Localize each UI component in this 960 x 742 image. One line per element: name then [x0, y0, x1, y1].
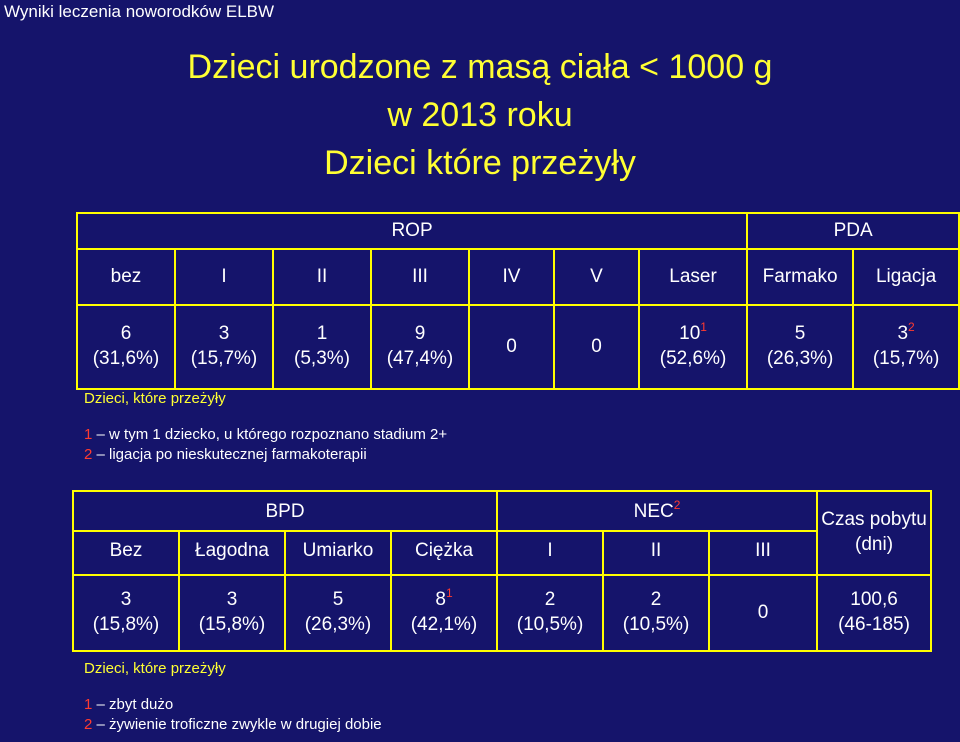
- data-cell: [554, 305, 639, 389]
- cell-percent: (26,3%): [304, 614, 372, 635]
- cell-percent: (15,8%): [198, 614, 266, 635]
- column-header: Laser: [639, 249, 747, 305]
- footnote-2: [84, 716, 382, 733]
- rop-group-header: ROP: [77, 213, 747, 249]
- cell-count: 0: [591, 335, 602, 357]
- footnote-marker: 2: [908, 320, 915, 335]
- data-cell: [273, 305, 371, 389]
- stay-header: Czas pobytu (dni): [817, 491, 931, 575]
- stay-cell: [817, 575, 931, 651]
- column-header: Umiarko: [285, 531, 391, 575]
- data-cell: [747, 305, 853, 389]
- footnote-text: – ligacja po nieskutecznej farmakoterapii: [92, 446, 367, 463]
- footnote-number: 2: [84, 446, 93, 463]
- footnote-2: [84, 446, 367, 463]
- cell-count: 10: [679, 323, 701, 345]
- stay-value: 100,6: [850, 589, 898, 611]
- cell-percent: (10,5%): [516, 614, 584, 635]
- cell-percent: (26,3%): [766, 348, 834, 369]
- column-header: II: [273, 249, 371, 305]
- cell-count: 0: [506, 335, 517, 357]
- rop-pda-table: [76, 212, 960, 390]
- cell-percent: (5,3%): [294, 348, 350, 369]
- column-header: I: [497, 531, 603, 575]
- data-cell: [391, 575, 497, 651]
- cell-count: 3: [226, 589, 238, 611]
- bpd-nec-table: [72, 490, 932, 652]
- data-cell: [469, 305, 554, 389]
- footnote-text: – zbyt dużo: [92, 696, 174, 713]
- column-header: Farmako: [747, 249, 853, 305]
- cell-count: 8: [435, 589, 446, 611]
- column-header: II: [603, 531, 709, 575]
- data-cell: [77, 305, 175, 389]
- footnote-marker: 1: [700, 320, 707, 335]
- title-line-2: w 2013 roku: [387, 96, 573, 134]
- cell-count: 2: [544, 589, 556, 611]
- data-cell: [497, 575, 603, 651]
- cell-percent: (31,6%): [92, 348, 160, 369]
- data-cell: [175, 305, 273, 389]
- cell-percent: (15,7%): [872, 348, 940, 369]
- footnote-number: 1: [84, 696, 93, 713]
- title-line-1: Dzieci urodzone z masą ciała < 1000 g: [187, 48, 773, 86]
- title-line-3: Dzieci które przeżyły: [324, 144, 636, 182]
- cell-count: 3: [120, 589, 132, 611]
- cell-count: 6: [120, 323, 132, 345]
- cell-count: 9: [414, 323, 426, 345]
- column-header: V: [554, 249, 639, 305]
- footnote-text: – w tym 1 dziecko, u którego rozpoznano stadium 2+: [92, 426, 448, 443]
- data-cell: [73, 575, 179, 651]
- cell-count: 5: [794, 323, 806, 345]
- data-cell: [853, 305, 959, 389]
- footnote-number: 2: [84, 716, 93, 733]
- footnote-marker: 2: [673, 498, 681, 512]
- cell-count: 3: [897, 323, 909, 345]
- column-header: Ligacja: [853, 249, 959, 305]
- footnote-text: – żywienie troficzne zwykle w drugiej dobie: [92, 716, 382, 733]
- cell-percent: (47,4%): [386, 348, 454, 369]
- column-header: III: [709, 531, 817, 575]
- cell-percent: (52,6%): [659, 348, 727, 369]
- footnote-1: [84, 426, 447, 443]
- cell-count: 2: [650, 589, 662, 611]
- cell-count: 3: [218, 323, 230, 345]
- column-header: Ciężka: [391, 531, 497, 575]
- data-cell: [639, 305, 747, 389]
- column-header: III: [371, 249, 469, 305]
- cell-count: 1: [316, 323, 328, 345]
- data-cell: [371, 305, 469, 389]
- footnote-marker: 1: [445, 586, 453, 601]
- data-cell: [179, 575, 285, 651]
- data-cell: [603, 575, 709, 651]
- data-cell: [285, 575, 391, 651]
- footnote-number: 1: [84, 426, 93, 443]
- cell-percent: (10,5%): [622, 614, 690, 635]
- cell-count: 0: [757, 601, 769, 623]
- notes1-caption: Dzieci, które przeżyły: [84, 390, 226, 407]
- column-header: Łagodna: [179, 531, 285, 575]
- footnote-1: [84, 696, 173, 713]
- data-cell: [709, 575, 817, 651]
- slide-header: Wyniki leczenia noworodków ELBW: [4, 2, 275, 21]
- column-header: bez: [77, 249, 175, 305]
- stay-range: (46-185): [838, 614, 910, 635]
- nec-label: NEC: [633, 501, 674, 522]
- notes2-caption: Dzieci, które przeżyły: [84, 660, 226, 677]
- cell-percent: (42,1%): [410, 614, 478, 635]
- cell-percent: (15,8%): [92, 614, 160, 635]
- cell-percent: (15,7%): [190, 348, 258, 369]
- pda-group-header: PDA: [747, 213, 959, 249]
- cell-count: 5: [332, 589, 344, 611]
- column-header: Bez: [73, 531, 179, 575]
- nec-group-header: [497, 491, 817, 531]
- column-header: IV: [469, 249, 554, 305]
- bpd-group-header: BPD: [73, 491, 497, 531]
- column-header: I: [175, 249, 273, 305]
